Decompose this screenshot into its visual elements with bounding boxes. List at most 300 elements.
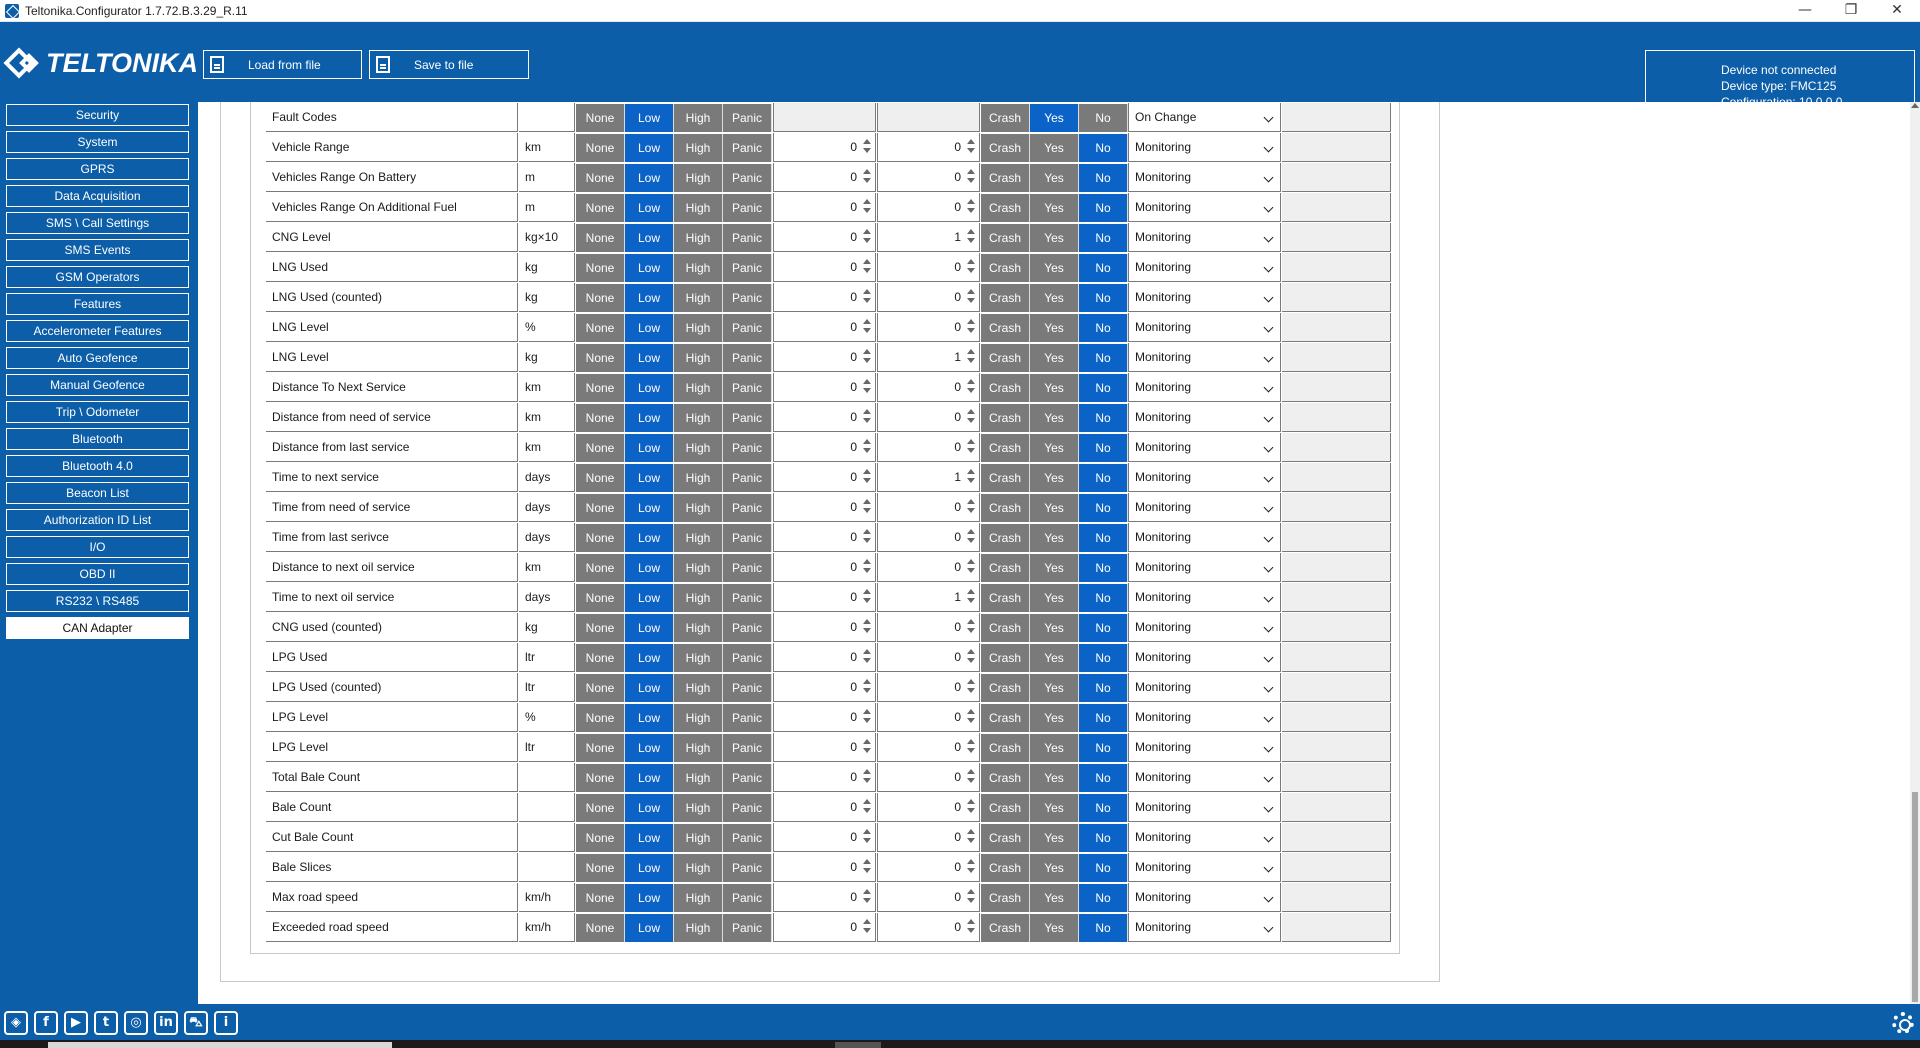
save-to-file-button[interactable]: [369, 50, 529, 79]
sidebar-item-bluetooth-4-0[interactable]: Bluetooth 4.0: [6, 455, 189, 477]
low-level-input[interactable]: [773, 733, 876, 762]
priority-high-button[interactable]: High: [674, 404, 723, 432]
priority-panic-button[interactable]: Panic: [723, 494, 772, 522]
low-level-input[interactable]: [773, 763, 876, 792]
high-level-input[interactable]: [877, 433, 980, 462]
sidebar-item-features[interactable]: Features: [6, 293, 189, 315]
priority-panic-button[interactable]: Panic: [723, 584, 772, 612]
priority-low-button[interactable]: Low: [625, 194, 674, 222]
sidebar-item-gsm-operators[interactable]: GSM Operators: [6, 266, 189, 288]
high-level-input[interactable]: [877, 613, 980, 642]
priority-none-button[interactable]: None: [576, 314, 625, 342]
operand-select[interactable]: [1128, 433, 1281, 462]
event-no-button[interactable]: No: [1079, 134, 1128, 162]
high-level-input[interactable]: [877, 523, 980, 552]
event-yes-button[interactable]: Yes: [1030, 344, 1079, 372]
event-no-button[interactable]: No: [1079, 644, 1128, 672]
close-button[interactable]: ✕: [1891, 2, 1903, 18]
priority-none-button[interactable]: None: [576, 704, 625, 732]
spinner-icon[interactable]: [862, 649, 872, 665]
high-level-input[interactable]: [877, 163, 980, 192]
event-crash-button[interactable]: Crash: [981, 314, 1030, 342]
low-level-input[interactable]: [773, 403, 876, 432]
event-yes-button[interactable]: Yes: [1030, 494, 1079, 522]
priority-high-button[interactable]: High: [674, 164, 723, 192]
priority-panic-button[interactable]: Panic: [723, 434, 772, 462]
event-yes-button[interactable]: Yes: [1030, 254, 1079, 282]
spinner-icon[interactable]: [862, 229, 872, 245]
event-yes-button[interactable]: Yes: [1030, 824, 1079, 852]
priority-high-button[interactable]: High: [674, 794, 723, 822]
minimize-button[interactable]: —: [1798, 2, 1812, 18]
high-level-input[interactable]: [877, 763, 980, 792]
operand-select[interactable]: [1128, 403, 1281, 432]
priority-high-button[interactable]: High: [674, 734, 723, 762]
event-no-button[interactable]: No: [1079, 584, 1128, 612]
event-yes-button[interactable]: Yes: [1030, 734, 1079, 762]
spinner-icon[interactable]: [966, 649, 976, 665]
priority-panic-button[interactable]: Panic: [723, 194, 772, 222]
priority-panic-button[interactable]: Panic: [723, 164, 772, 192]
event-yes-button[interactable]: Yes: [1030, 194, 1079, 222]
priority-high-button[interactable]: High: [674, 644, 723, 672]
event-no-button[interactable]: No: [1079, 914, 1128, 942]
scrollbar-thumb[interactable]: [1912, 792, 1918, 1002]
priority-panic-button[interactable]: Panic: [723, 794, 772, 822]
priority-low-button[interactable]: Low: [625, 374, 674, 402]
spinner-icon[interactable]: [862, 139, 872, 155]
priority-none-button[interactable]: None: [576, 854, 625, 882]
spinner-icon[interactable]: [966, 529, 976, 545]
load-from-file-button[interactable]: [203, 50, 362, 79]
priority-high-button[interactable]: High: [674, 464, 723, 492]
spinner-icon[interactable]: [966, 679, 976, 695]
spinner-icon[interactable]: [862, 889, 872, 905]
priority-none-button[interactable]: None: [576, 404, 625, 432]
priority-panic-button[interactable]: Panic: [723, 254, 772, 282]
event-yes-button[interactable]: Yes: [1030, 404, 1079, 432]
high-level-input[interactable]: [877, 403, 980, 432]
event-no-button[interactable]: No: [1079, 164, 1128, 192]
spinner-icon[interactable]: [966, 439, 976, 455]
spinner-icon[interactable]: [966, 229, 976, 245]
priority-low-button[interactable]: Low: [625, 764, 674, 792]
low-level-input[interactable]: [773, 823, 876, 852]
event-yes-button[interactable]: Yes: [1030, 674, 1079, 702]
sidebar-item-accelerometer-features[interactable]: Accelerometer Features: [6, 320, 189, 342]
event-yes-button[interactable]: Yes: [1030, 764, 1079, 792]
event-crash-button[interactable]: Crash: [981, 494, 1030, 522]
spinner-icon[interactable]: [862, 769, 872, 785]
priority-high-button[interactable]: High: [674, 374, 723, 402]
priority-high-button[interactable]: High: [674, 194, 723, 222]
operand-select[interactable]: [1128, 493, 1281, 522]
event-yes-button[interactable]: Yes: [1030, 854, 1079, 882]
priority-none-button[interactable]: None: [576, 344, 625, 372]
priority-high-button[interactable]: High: [674, 224, 723, 252]
spinner-icon[interactable]: [862, 679, 872, 695]
sidebar-item-gprs[interactable]: GPRS: [6, 158, 189, 180]
low-level-input[interactable]: [773, 223, 876, 252]
priority-panic-button[interactable]: Panic: [723, 284, 772, 312]
low-level-input[interactable]: [773, 433, 876, 462]
spinner-icon[interactable]: [862, 529, 872, 545]
event-crash-button[interactable]: Crash: [981, 104, 1030, 132]
priority-panic-button[interactable]: Panic: [723, 464, 772, 492]
event-crash-button[interactable]: Crash: [981, 884, 1030, 912]
sidebar-item-authorization-id-list[interactable]: Authorization ID List: [6, 509, 189, 531]
priority-low-button[interactable]: Low: [625, 884, 674, 912]
low-level-input[interactable]: [773, 673, 876, 702]
instagram-icon[interactable]: ◎: [124, 1011, 148, 1035]
priority-high-button[interactable]: High: [674, 674, 723, 702]
priority-high-button[interactable]: High: [674, 704, 723, 732]
operand-select[interactable]: [1128, 373, 1281, 402]
event-yes-button[interactable]: Yes: [1030, 284, 1079, 312]
priority-none-button[interactable]: None: [576, 734, 625, 762]
event-no-button[interactable]: No: [1079, 524, 1128, 552]
low-level-input[interactable]: [773, 523, 876, 552]
high-level-input[interactable]: [877, 823, 980, 852]
priority-low-button[interactable]: Low: [625, 134, 674, 162]
priority-none-button[interactable]: None: [576, 524, 625, 552]
operand-select[interactable]: [1128, 583, 1281, 612]
event-no-button[interactable]: No: [1079, 704, 1128, 732]
priority-none-button[interactable]: None: [576, 164, 625, 192]
operand-select[interactable]: [1128, 763, 1281, 792]
priority-panic-button[interactable]: Panic: [723, 554, 772, 582]
event-crash-button[interactable]: Crash: [981, 254, 1030, 282]
spinner-icon[interactable]: [966, 799, 976, 815]
sidebar-item-can-adapter[interactable]: CAN Adapter: [6, 617, 189, 639]
event-no-button[interactable]: No: [1079, 104, 1128, 132]
high-level-input[interactable]: [877, 883, 980, 912]
priority-high-button[interactable]: High: [674, 434, 723, 462]
spinner-icon[interactable]: [862, 289, 872, 305]
priority-none-button[interactable]: None: [576, 224, 625, 252]
priority-none-button[interactable]: None: [576, 434, 625, 462]
event-yes-button[interactable]: Yes: [1030, 434, 1079, 462]
spinner-icon[interactable]: [966, 889, 976, 905]
spinner-icon[interactable]: [862, 829, 872, 845]
facebook-icon[interactable]: f: [34, 1011, 58, 1035]
operand-select[interactable]: [1128, 553, 1281, 582]
event-crash-button[interactable]: Crash: [981, 554, 1030, 582]
high-level-input[interactable]: [877, 193, 980, 222]
spinner-icon[interactable]: [966, 139, 976, 155]
sidebar-item-manual-geofence[interactable]: Manual Geofence: [6, 374, 189, 396]
high-level-input[interactable]: [877, 733, 980, 762]
low-level-input[interactable]: [773, 493, 876, 522]
event-crash-button[interactable]: Crash: [981, 464, 1030, 492]
operand-select[interactable]: [1128, 733, 1281, 762]
high-level-input[interactable]: [877, 283, 980, 312]
event-crash-button[interactable]: Crash: [981, 374, 1030, 402]
priority-high-button[interactable]: High: [674, 884, 723, 912]
priority-panic-button[interactable]: Panic: [723, 854, 772, 882]
priority-none-button[interactable]: None: [576, 494, 625, 522]
low-level-input[interactable]: [773, 643, 876, 672]
priority-none-button[interactable]: None: [576, 284, 625, 312]
event-no-button[interactable]: No: [1079, 824, 1128, 852]
priority-none-button[interactable]: None: [576, 764, 625, 792]
spinner-icon[interactable]: [862, 319, 872, 335]
event-no-button[interactable]: No: [1079, 254, 1128, 282]
spinner-icon[interactable]: [862, 859, 872, 875]
event-no-button[interactable]: No: [1079, 494, 1128, 522]
event-yes-button[interactable]: Yes: [1030, 644, 1079, 672]
high-level-input[interactable]: [877, 493, 980, 522]
priority-panic-button[interactable]: Panic: [723, 134, 772, 162]
low-level-input[interactable]: [773, 883, 876, 912]
priority-low-button[interactable]: Low: [625, 404, 674, 432]
event-yes-button[interactable]: Yes: [1030, 884, 1079, 912]
event-crash-button[interactable]: Crash: [981, 194, 1030, 222]
low-level-input[interactable]: [773, 703, 876, 732]
event-crash-button[interactable]: Crash: [981, 794, 1030, 822]
event-yes-button[interactable]: Yes: [1030, 914, 1079, 942]
priority-high-button[interactable]: High: [674, 764, 723, 792]
priority-low-button[interactable]: Low: [625, 824, 674, 852]
spinner-icon[interactable]: [862, 799, 872, 815]
event-yes-button[interactable]: Yes: [1030, 794, 1079, 822]
priority-high-button[interactable]: High: [674, 494, 723, 522]
high-level-input[interactable]: [877, 643, 980, 672]
priority-panic-button[interactable]: Panic: [723, 224, 772, 252]
event-crash-button[interactable]: Crash: [981, 734, 1030, 762]
spinner-icon[interactable]: [862, 589, 872, 605]
spinner-icon[interactable]: [862, 379, 872, 395]
event-yes-button[interactable]: Yes: [1030, 524, 1079, 552]
event-crash-button[interactable]: Crash: [981, 914, 1030, 942]
event-yes-button[interactable]: Yes: [1030, 374, 1079, 402]
event-crash-button[interactable]: Crash: [981, 824, 1030, 852]
event-crash-button[interactable]: Crash: [981, 224, 1030, 252]
operand-select[interactable]: [1128, 853, 1281, 882]
event-no-button[interactable]: No: [1079, 464, 1128, 492]
spinner-icon[interactable]: [862, 709, 872, 725]
priority-high-button[interactable]: High: [674, 524, 723, 552]
operand-select[interactable]: [1128, 163, 1281, 192]
high-level-input[interactable]: [877, 673, 980, 702]
spinner-icon[interactable]: [862, 739, 872, 755]
priority-low-button[interactable]: Low: [625, 554, 674, 582]
priority-panic-button[interactable]: Panic: [723, 824, 772, 852]
operand-select[interactable]: [1128, 463, 1281, 492]
high-level-input[interactable]: [877, 253, 980, 282]
spinner-icon[interactable]: [966, 349, 976, 365]
spinner-icon[interactable]: [966, 589, 976, 605]
sidebar-item-trip-odometer[interactable]: Trip \ Odometer: [6, 401, 189, 423]
sidebar-item-i-o[interactable]: I/O: [6, 536, 189, 558]
priority-none-button[interactable]: None: [576, 104, 625, 132]
twitter-icon[interactable]: t: [94, 1011, 118, 1035]
priority-panic-button[interactable]: Panic: [723, 374, 772, 402]
priority-none-button[interactable]: None: [576, 914, 625, 942]
operand-select[interactable]: [1128, 313, 1281, 342]
event-crash-button[interactable]: Crash: [981, 704, 1030, 732]
info-icon[interactable]: i: [214, 1011, 238, 1035]
priority-high-button[interactable]: High: [674, 584, 723, 612]
event-no-button[interactable]: No: [1079, 674, 1128, 702]
event-yes-button[interactable]: Yes: [1030, 584, 1079, 612]
priority-none-button[interactable]: None: [576, 584, 625, 612]
spinner-icon[interactable]: [862, 259, 872, 275]
priority-low-button[interactable]: Low: [625, 674, 674, 702]
priority-low-button[interactable]: Low: [625, 434, 674, 462]
priority-high-button[interactable]: High: [674, 104, 723, 132]
high-level-input[interactable]: [877, 793, 980, 822]
event-yes-button[interactable]: Yes: [1030, 704, 1079, 732]
event-no-button[interactable]: No: [1079, 314, 1128, 342]
spinner-icon[interactable]: [862, 349, 872, 365]
spinner-icon[interactable]: [966, 289, 976, 305]
high-level-input[interactable]: [877, 913, 980, 942]
spinner-icon[interactable]: [862, 619, 872, 635]
event-crash-button[interactable]: Crash: [981, 344, 1030, 372]
event-no-button[interactable]: No: [1079, 854, 1128, 882]
priority-high-button[interactable]: High: [674, 314, 723, 342]
event-yes-button[interactable]: Yes: [1030, 314, 1079, 342]
operand-select[interactable]: [1128, 193, 1281, 222]
priority-low-button[interactable]: Low: [625, 254, 674, 282]
priority-low-button[interactable]: Low: [625, 464, 674, 492]
priority-none-button[interactable]: None: [576, 374, 625, 402]
low-level-input[interactable]: [773, 613, 876, 642]
event-yes-button[interactable]: Yes: [1030, 614, 1079, 642]
priority-none-button[interactable]: None: [576, 824, 625, 852]
priority-none-button[interactable]: None: [576, 464, 625, 492]
high-level-input[interactable]: [877, 373, 980, 402]
event-no-button[interactable]: No: [1079, 344, 1128, 372]
spinner-icon[interactable]: [966, 319, 976, 335]
operand-select[interactable]: [1128, 823, 1281, 852]
gear-icon[interactable]: [1892, 1012, 1914, 1034]
car-icon[interactable]: ⛍: [184, 1011, 208, 1035]
low-level-input[interactable]: [773, 583, 876, 612]
operand-select[interactable]: [1128, 133, 1281, 162]
high-level-input[interactable]: [877, 133, 980, 162]
priority-low-button[interactable]: Low: [625, 914, 674, 942]
priority-high-button[interactable]: High: [674, 824, 723, 852]
event-yes-button[interactable]: Yes: [1030, 224, 1079, 252]
operand-select[interactable]: [1128, 253, 1281, 282]
linkedin-icon[interactable]: in: [154, 1011, 178, 1035]
spinner-icon[interactable]: [862, 919, 872, 935]
event-no-button[interactable]: No: [1079, 434, 1128, 462]
operand-select[interactable]: [1128, 703, 1281, 732]
priority-high-button[interactable]: High: [674, 134, 723, 162]
youtube-icon[interactable]: ▶: [64, 1011, 88, 1035]
operand-select[interactable]: [1128, 643, 1281, 672]
priority-low-button[interactable]: Low: [625, 584, 674, 612]
operand-select[interactable]: [1128, 673, 1281, 702]
spinner-icon[interactable]: [966, 409, 976, 425]
sidebar-item-sms-call-settings[interactable]: SMS \ Call Settings: [6, 212, 189, 234]
priority-low-button[interactable]: Low: [625, 344, 674, 372]
operand-select[interactable]: [1128, 883, 1281, 912]
event-no-button[interactable]: No: [1079, 224, 1128, 252]
low-level-input[interactable]: [773, 133, 876, 162]
priority-low-button[interactable]: Low: [625, 314, 674, 342]
sidebar-item-sms-events[interactable]: SMS Events: [6, 239, 189, 261]
event-crash-button[interactable]: Crash: [981, 584, 1030, 612]
priority-low-button[interactable]: Low: [625, 644, 674, 672]
priority-none-button[interactable]: None: [576, 614, 625, 642]
priority-low-button[interactable]: Low: [625, 224, 674, 252]
priority-panic-button[interactable]: Panic: [723, 884, 772, 912]
priority-high-button[interactable]: High: [674, 344, 723, 372]
spinner-icon[interactable]: [862, 409, 872, 425]
sidebar-item-obd-ii[interactable]: OBD II: [6, 563, 189, 585]
priority-low-button[interactable]: Low: [625, 104, 674, 132]
priority-low-button[interactable]: Low: [625, 284, 674, 312]
event-crash-button[interactable]: Crash: [981, 404, 1030, 432]
spinner-icon[interactable]: [966, 769, 976, 785]
priority-panic-button[interactable]: Panic: [723, 314, 772, 342]
spinner-icon[interactable]: [966, 469, 976, 485]
priority-none-button[interactable]: None: [576, 794, 625, 822]
priority-panic-button[interactable]: Panic: [723, 404, 772, 432]
low-level-input[interactable]: [773, 793, 876, 822]
event-crash-button[interactable]: Crash: [981, 614, 1030, 642]
event-yes-button[interactable]: Yes: [1030, 134, 1079, 162]
low-level-input[interactable]: [773, 193, 876, 222]
priority-panic-button[interactable]: Panic: [723, 344, 772, 372]
event-crash-button[interactable]: Crash: [981, 434, 1030, 462]
event-crash-button[interactable]: Crash: [981, 134, 1030, 162]
sidebar-item-security[interactable]: Security: [6, 104, 189, 126]
event-no-button[interactable]: No: [1079, 554, 1128, 582]
high-level-input[interactable]: [877, 223, 980, 252]
priority-panic-button[interactable]: Panic: [723, 734, 772, 762]
priority-panic-button[interactable]: Panic: [723, 104, 772, 132]
operand-select[interactable]: [1128, 343, 1281, 372]
priority-none-button[interactable]: None: [576, 884, 625, 912]
low-level-input[interactable]: [773, 283, 876, 312]
event-yes-button[interactable]: Yes: [1030, 464, 1079, 492]
priority-low-button[interactable]: Low: [625, 614, 674, 642]
spinner-icon[interactable]: [966, 379, 976, 395]
low-level-input[interactable]: [773, 913, 876, 942]
high-level-input[interactable]: [877, 853, 980, 882]
event-crash-button[interactable]: Crash: [981, 164, 1030, 192]
low-level-input[interactable]: [773, 313, 876, 342]
sidebar-item-bluetooth[interactable]: Bluetooth: [6, 428, 189, 450]
priority-low-button[interactable]: Low: [625, 704, 674, 732]
operand-select[interactable]: [1128, 283, 1281, 312]
priority-none-button[interactable]: None: [576, 674, 625, 702]
high-level-input[interactable]: [877, 703, 980, 732]
priority-panic-button[interactable]: Panic: [723, 764, 772, 792]
sidebar-item-beacon-list[interactable]: Beacon List: [6, 482, 189, 504]
event-no-button[interactable]: No: [1079, 794, 1128, 822]
event-crash-button[interactable]: Crash: [981, 284, 1030, 312]
low-level-input[interactable]: [773, 343, 876, 372]
spinner-icon[interactable]: [966, 619, 976, 635]
priority-low-button[interactable]: Low: [625, 524, 674, 552]
sidebar-item-auto-geofence[interactable]: Auto Geofence: [6, 347, 189, 369]
low-level-input[interactable]: [773, 463, 876, 492]
operand-select[interactable]: [1128, 793, 1281, 822]
low-level-input[interactable]: [773, 163, 876, 192]
teltonika-icon[interactable]: ◈: [4, 1011, 28, 1035]
event-no-button[interactable]: No: [1079, 404, 1128, 432]
vertical-scrollbar[interactable]: [1910, 102, 1920, 1004]
priority-high-button[interactable]: High: [674, 854, 723, 882]
priority-low-button[interactable]: Low: [625, 734, 674, 762]
event-yes-button[interactable]: Yes: [1030, 104, 1079, 132]
